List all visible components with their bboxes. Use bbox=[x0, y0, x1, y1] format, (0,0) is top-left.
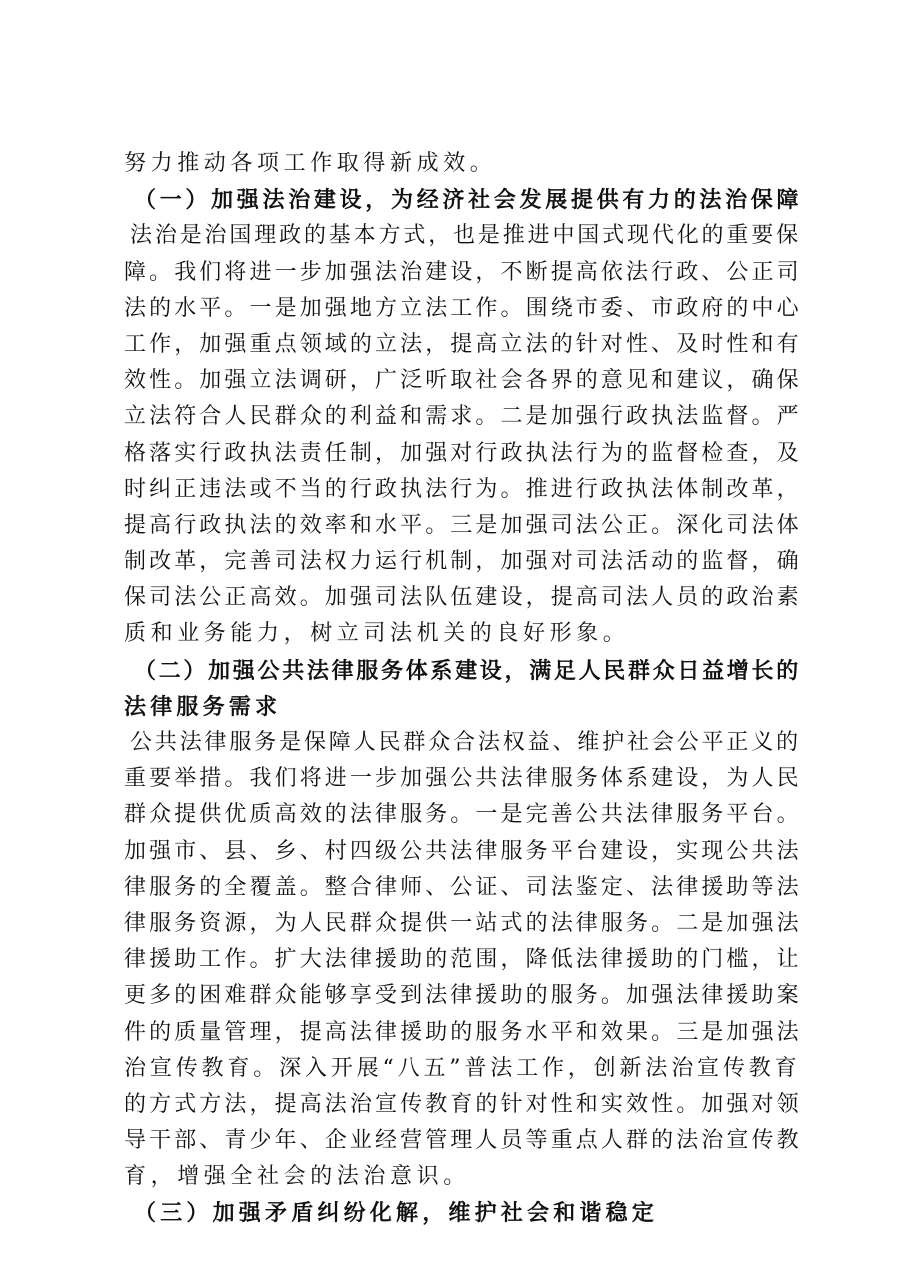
body-text-line: 工作，加强重点领域的立法，提高立法的针对性、及时性和有 bbox=[124, 331, 802, 357]
body-text-line: 群众提供优质高效的法律服务。一是完善公共法律服务平台。 bbox=[124, 802, 802, 828]
body-text-line: 立法符合人民群众的利益和需求。二是加强行政执法监督。严 bbox=[124, 404, 802, 430]
body-text-line: 努力推动各项工作取得新成效。 bbox=[124, 151, 497, 176]
body-text-line: 件的质量管理，提高法律援助的服务水平和效果。三是加强法 bbox=[124, 1019, 802, 1045]
body-text-line: 提高行政执法的效率和水平。三是加强司法公正。深化司法体 bbox=[124, 512, 802, 538]
body-text-line: 效性。加强立法调研，广泛听取社会各界的意见和建议，确保 bbox=[124, 368, 802, 394]
section-heading-line: 法律服务需求 bbox=[124, 693, 282, 720]
body-text-line: 法的水平。一是加强地方立法工作。围绕市委、市政府的中心 bbox=[124, 295, 802, 321]
body-text-line: 障。我们将进一步加强法治建设，不断提高依法行政、公正司 bbox=[124, 259, 802, 285]
body-text-line: 时纠正违法或不当的行政执法行为。推进行政执法体制改革， bbox=[124, 476, 802, 502]
body-text-line: 重要举措。我们将进一步加强公共法律服务体系建设，为人民 bbox=[124, 766, 802, 792]
body-text-line: 法治是治国理政的基本方式，也是推进中国式现代化的重要保 bbox=[130, 223, 801, 249]
body-text-line: 导干部、青少年、企业经营管理人员等重点人群的法治宣传教 bbox=[124, 1128, 802, 1154]
body-text-line: 加强市、县、乡、村四级公共法律服务平台建设，实现公共法 bbox=[124, 838, 802, 864]
body-text-line: 质和业务能力，树立司法机关的良好形象。 bbox=[124, 621, 630, 647]
body-text-line: 治宣传教育。深入开展“八五”普法工作，创新法治宣传教育 bbox=[124, 1055, 801, 1081]
section-heading-line: （一）加强法治建设，为经济社会发展提供有力的法治保障 bbox=[134, 187, 803, 214]
body-text-line: 育，增强全社会的法治意识。 bbox=[124, 1164, 470, 1190]
body-text-line: 律援助工作。扩大法律援助的范围，降低法律援助的门槛，让 bbox=[124, 947, 802, 973]
section-heading-line: （二）加强公共法律服务体系建设，满足人民群众日益增长的 bbox=[134, 657, 801, 684]
body-text-line: 制改革，完善司法权力运行机制，加强对司法活动的监督，确 bbox=[124, 549, 802, 575]
body-text-line: 律服务的全覆盖。整合律师、公证、司法鉴定、法律援助等法 bbox=[124, 874, 802, 900]
body-text-line: 的方式方法，提高法治宣传教育的针对性和实效性。加强对领 bbox=[124, 1091, 802, 1117]
document-body bbox=[124, 146, 803, 1232]
body-text-line: 更多的困难群众能够享受到法律援助的服务。加强法律援助案 bbox=[124, 983, 802, 1009]
section-heading-line: （三）加强矛盾纠纷化解，维护社会和谐稳定 bbox=[134, 1200, 659, 1227]
body-text-line: 格落实行政执法责任制，加强对行政执法行为的监督检查，及 bbox=[124, 440, 802, 466]
body-text-line: 保司法公正高效。加强司法队伍建设，提高司法人员的政治素 bbox=[124, 585, 802, 611]
body-text-line: 律服务资源，为人民群众提供一站式的法律服务。二是加强法 bbox=[124, 910, 802, 936]
body-text-line: 公共法律服务是保障人民群众合法权益、维护社会公平正义的 bbox=[130, 730, 801, 755]
